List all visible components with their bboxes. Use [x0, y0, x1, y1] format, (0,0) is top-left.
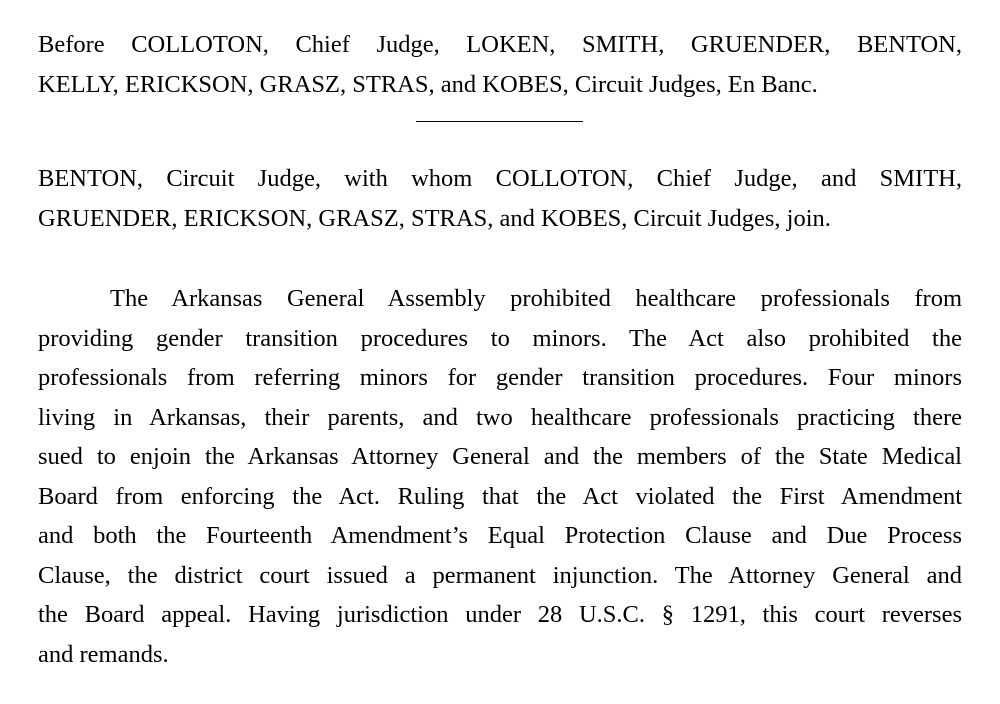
opinion-line-8: Clause, the district court issued a permanent injunction. The Attorney General and [38, 561, 962, 589]
panel-statement [38, 25, 962, 104]
opinion-line-10: and remands. [38, 640, 169, 668]
panel-line-1: Before COLLOTON, Chief Judge, LOKEN, SMITH, GRUENDER, BENTON, [38, 31, 962, 58]
authorship-line-2: GRUENDER, ERICKSON, GRASZ, STRAS, and KOBES, Circuit Judges, join. [38, 204, 831, 232]
opinion-line-5: sued to enjoin the Arkansas Attorney General and the members of the State Medical [38, 443, 962, 470]
opinion-line-6: Board from enforcing the Act. Ruling that the Act violated the First Amendment [38, 482, 962, 510]
opinion-line-3: professionals from referring minors for gender transition procedures. Four minors [38, 364, 962, 391]
authorship-line-1: BENTON, Circuit Judge, with whom COLLOTON, Chief Judge, and SMITH, [38, 165, 962, 192]
opinion-line-4: living in Arkansas, their parents, and two healthcare professionals practicing there [38, 403, 962, 431]
opinion-line-1: The Arkansas General Assembly prohibited healthcare professionals from [110, 285, 962, 312]
opinion-line-2: providing gender transition procedures to minors. The Act also prohibited the [38, 324, 962, 352]
opinion-paragraph [38, 279, 962, 674]
authorship-statement [38, 159, 962, 238]
section-divider [416, 121, 583, 122]
opinion-line-7: and both the Fourteenth Amendment’s Equal Protection Clause and Due Process [38, 522, 962, 549]
opinion-line-9: the Board appeal. Having jurisdiction under 28 U.S.C. § 1291, this court reverses [38, 601, 962, 628]
panel-line-2: KELLY, ERICKSON, GRASZ, STRAS, and KOBES, Circuit Judges, En Banc. [38, 70, 818, 98]
